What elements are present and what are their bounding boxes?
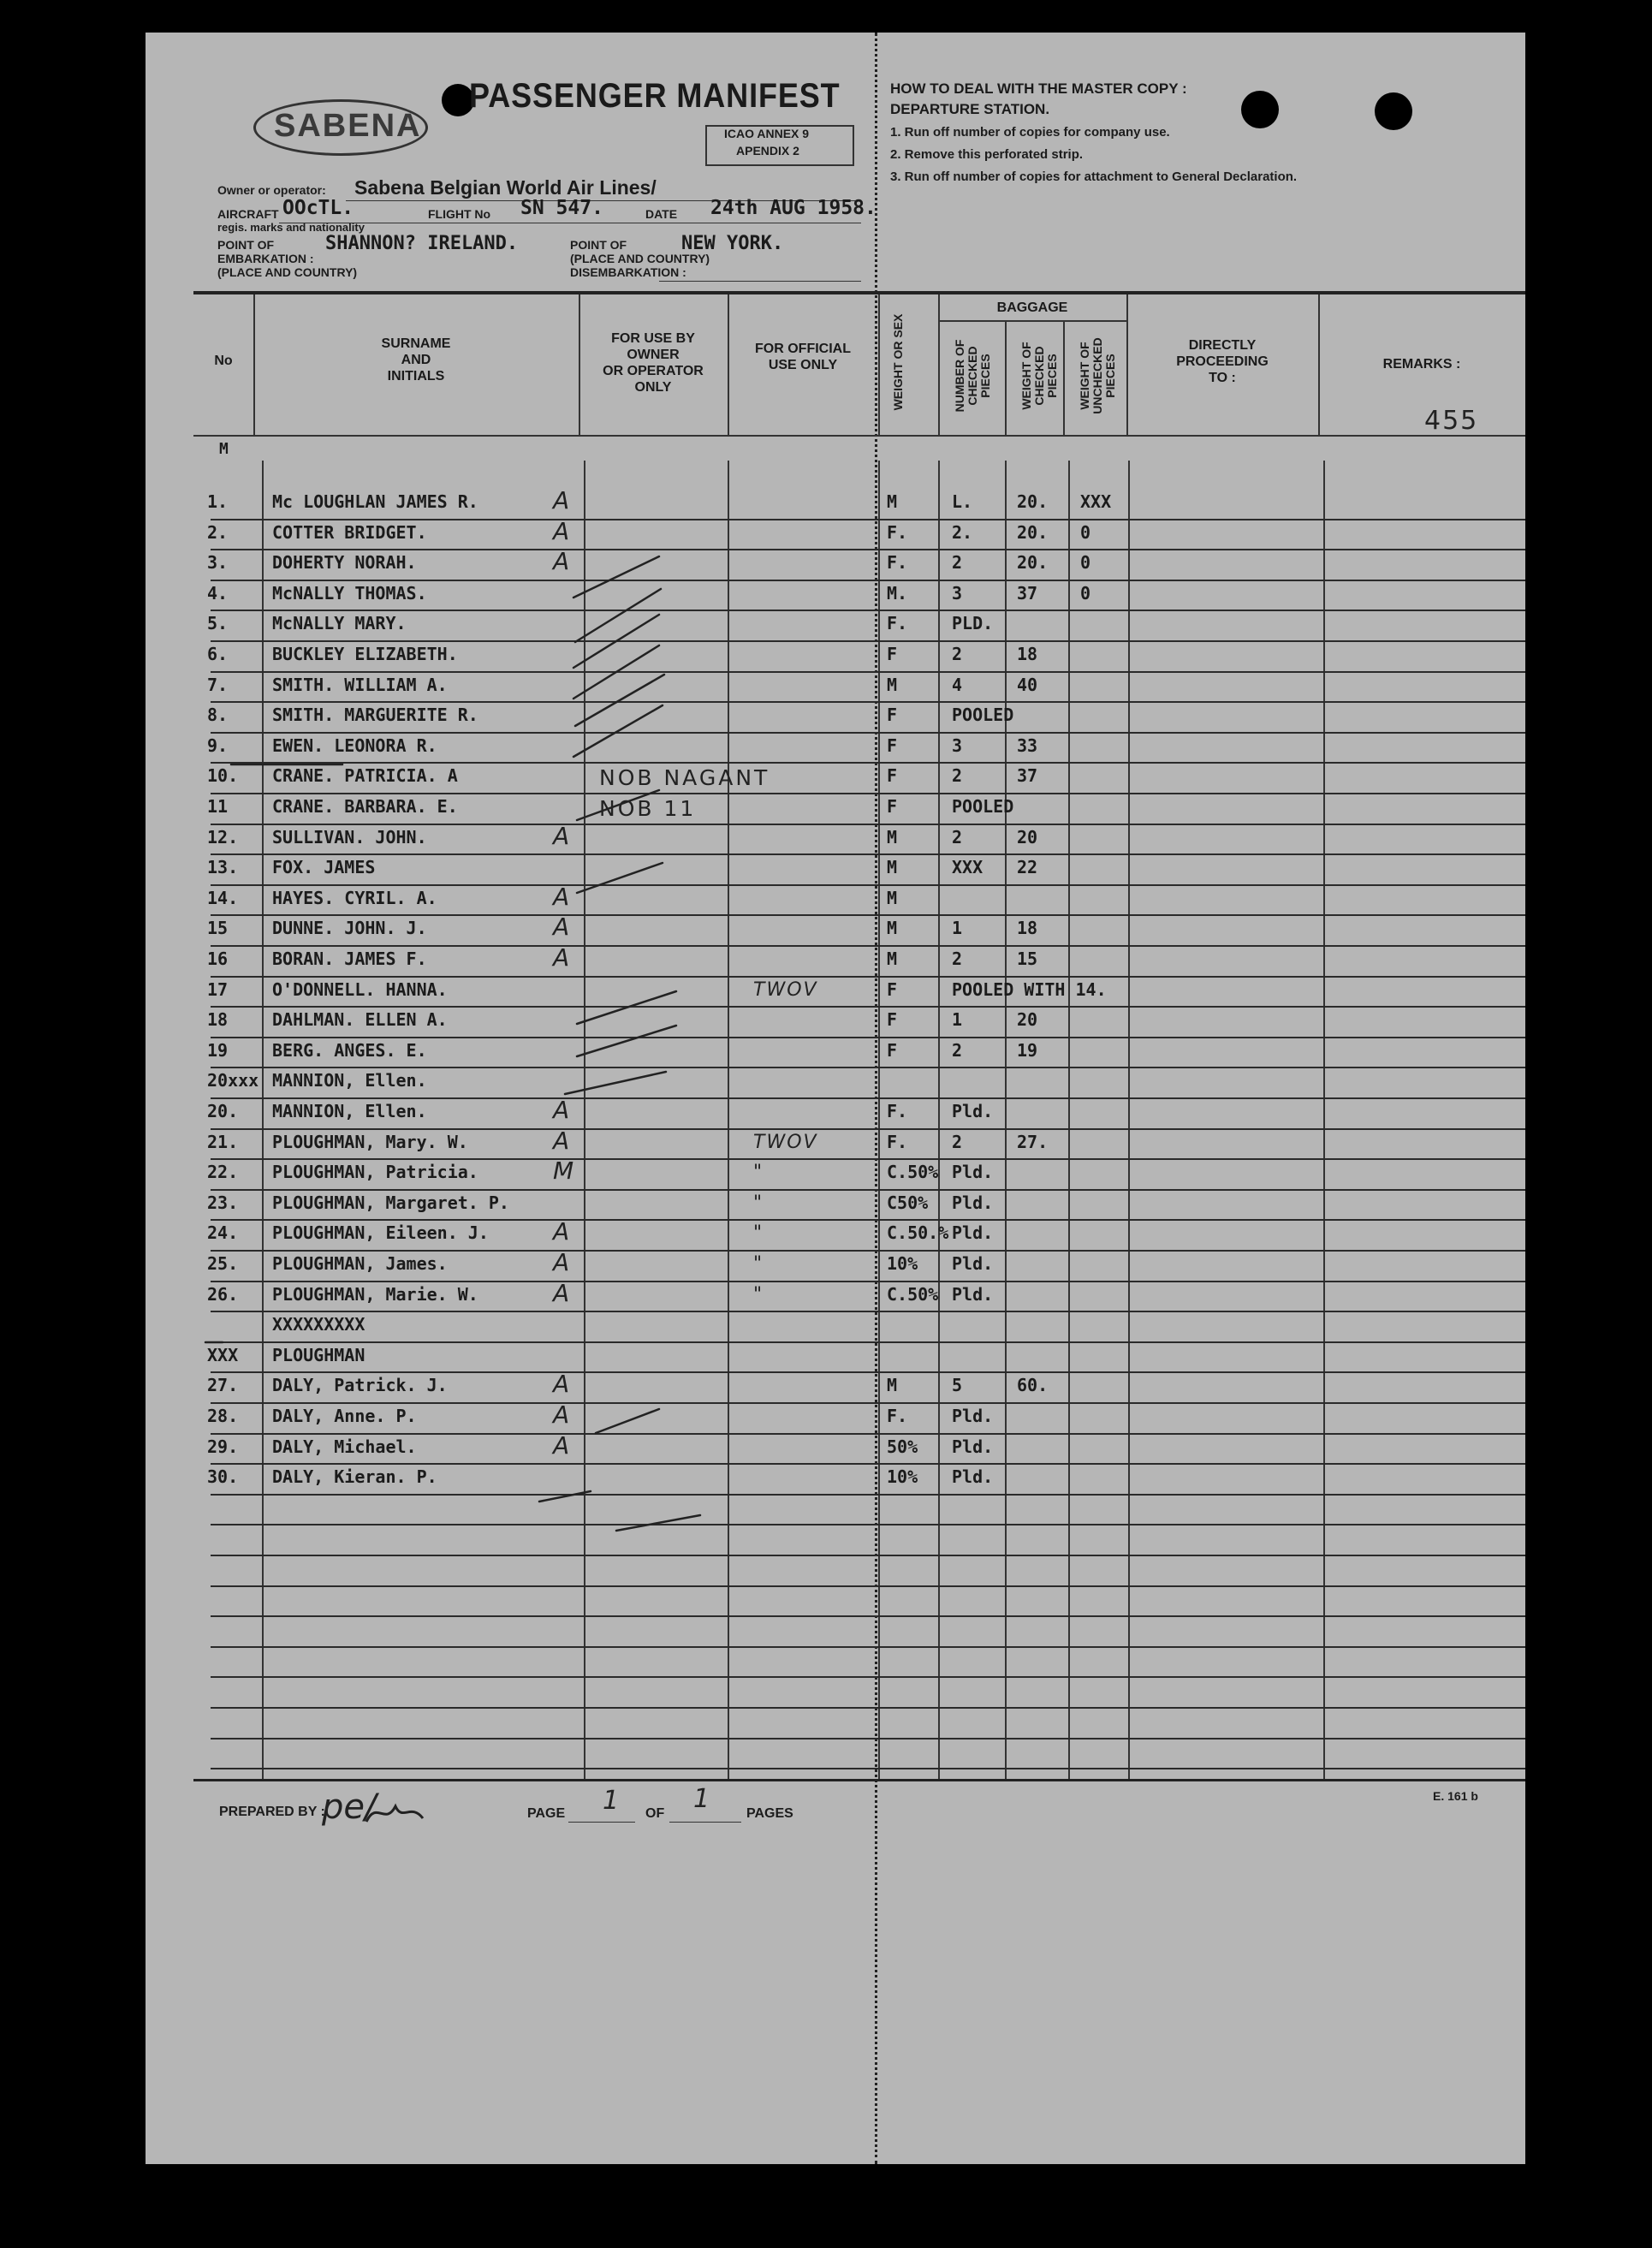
official-use-note: " xyxy=(753,1192,764,1214)
row-number: 15 xyxy=(207,918,229,939)
passenger-name: Mc LOUGHLAN JAMES R. xyxy=(272,491,478,512)
master-copy-item-2: 2. Remove this perforated strip. xyxy=(890,147,1084,162)
checked-weight: 18 xyxy=(1017,644,1038,664)
row-number: 17 xyxy=(207,978,229,1000)
passenger-mark: A xyxy=(553,1370,570,1399)
checked-weight: 20 xyxy=(1017,1009,1038,1031)
row-number: 3. xyxy=(207,552,229,574)
weight-or-sex: C.50% xyxy=(887,1283,939,1305)
checked-weight: 37 xyxy=(1017,765,1038,787)
owner-use-note: NOB NAGANT xyxy=(599,765,770,791)
col-official-header: FOR OFFICIAL USE ONLY xyxy=(755,342,851,372)
checked-pieces: 1 xyxy=(952,1009,963,1031)
of-label: OF xyxy=(645,1806,665,1821)
row-number: 4. xyxy=(207,582,229,604)
passenger-name: PLOUGHMAN, Margaret. P. xyxy=(272,1192,509,1213)
row-number: 12. xyxy=(207,826,239,847)
checked-pieces: 3 xyxy=(952,582,963,604)
row-number: 26. xyxy=(207,1283,239,1305)
passenger-name: PLOUGHMAN, Marie. W. xyxy=(272,1283,478,1305)
checked-pieces: Pld. xyxy=(952,1466,994,1488)
weight-or-sex: F xyxy=(887,644,898,664)
weight-or-sex: F xyxy=(887,734,898,756)
weight-or-sex: F. xyxy=(887,521,908,543)
passenger-name: PLOUGHMAN, Mary. W. xyxy=(272,1131,468,1152)
checked-pieces: 5 xyxy=(952,1375,963,1396)
checked-weight: 18 xyxy=(1017,918,1038,939)
date-value: 24th AUG 1958. xyxy=(710,197,877,219)
owner-label: Owner or operator: xyxy=(217,183,326,197)
checked-pieces: POOLED xyxy=(952,705,1014,726)
passenger-mark: A xyxy=(553,821,570,850)
passenger-mark: A xyxy=(553,1401,570,1429)
official-use-note: " xyxy=(753,1283,764,1305)
pod-label-3: DISEMBARKATION : xyxy=(570,265,686,279)
regis-label: regis. marks and nationality xyxy=(217,221,365,234)
prepared-label: PREPARED BY : xyxy=(219,1805,325,1819)
row-number: 9. xyxy=(207,734,229,756)
checked-pieces: 2 xyxy=(952,644,963,664)
unchecked-weight: XXX xyxy=(1080,491,1112,512)
col-unchecked-wt-header: WEIGHT OF UNCHECKED PIECES xyxy=(1078,337,1117,414)
passenger-name: SMITH. WILLIAM A. xyxy=(272,674,448,695)
checked-weight: 20. xyxy=(1017,521,1049,543)
master-copy-station: DEPARTURE STATION. xyxy=(890,101,1050,117)
row-number: 24. xyxy=(207,1222,239,1244)
weight-or-sex: F. xyxy=(887,1131,908,1152)
pages-label: PAGES xyxy=(746,1806,793,1821)
flight-value: SN 547. xyxy=(520,197,603,219)
checked-pieces: Pld. xyxy=(952,1162,994,1183)
row-number: 25. xyxy=(207,1253,239,1274)
checked-weight: 15 xyxy=(1017,949,1038,969)
prepared-signature: pe/ xyxy=(322,1787,377,1827)
passenger-mark: A xyxy=(553,486,570,514)
col-baggage-header: BAGGAGE xyxy=(996,300,1068,315)
row-number: 2. xyxy=(207,521,229,543)
official-use-note: " xyxy=(753,1222,764,1245)
pod-value: NEW YORK. xyxy=(681,233,784,254)
passenger-name: CRANE. PATRICIA. A xyxy=(272,765,458,787)
passenger-mark: A xyxy=(553,547,570,576)
weight-or-sex: M xyxy=(887,949,898,969)
checked-pieces: PLD. xyxy=(952,613,994,634)
row-number: 7. xyxy=(207,674,229,695)
checked-pieces: 1 xyxy=(952,918,963,939)
col-remarks-header: REMARKS : xyxy=(1382,357,1461,372)
checked-pieces: Pld. xyxy=(952,1436,994,1457)
passenger-name: PLOUGHMAN, Patricia. xyxy=(272,1162,478,1183)
checked-pieces: 2 xyxy=(952,765,963,787)
checked-weight: 60. xyxy=(1017,1375,1049,1396)
checked-weight: 20. xyxy=(1017,491,1049,512)
passenger-name: McNALLY MARY. xyxy=(272,613,407,634)
row-number: 18 xyxy=(207,1009,229,1031)
checked-weight: 33 xyxy=(1017,734,1038,756)
checked-weight: 37 xyxy=(1017,582,1038,604)
form-number: E. 161 b xyxy=(1433,1789,1478,1803)
row-number: 22. xyxy=(207,1162,239,1183)
passenger-name: DOHERTY NORAH. xyxy=(272,552,417,574)
icao-line1: ICAO ANNEX 9 xyxy=(724,127,810,140)
official-use-note: " xyxy=(753,1253,764,1275)
unchecked-weight: 0 xyxy=(1080,582,1091,604)
passenger-mark: M xyxy=(553,1157,574,1186)
weight-or-sex: M xyxy=(887,1375,898,1396)
passenger-name: DALY, Michael. xyxy=(272,1436,417,1457)
passenger-name: PLOUGHMAN xyxy=(272,1344,365,1365)
col-checked-wt-header: WEIGHT OF CHECKED PIECES xyxy=(1019,342,1059,410)
checked-weight: 20 xyxy=(1017,826,1038,847)
weight-or-sex: F xyxy=(887,796,898,817)
checked-weight: 40 xyxy=(1017,674,1038,695)
weight-or-sex: M. xyxy=(887,582,908,604)
checked-weight: 19 xyxy=(1017,1039,1038,1061)
weight-or-sex: C50% xyxy=(887,1192,929,1213)
checked-pieces: 2. xyxy=(952,521,973,543)
checked-weight: 20. xyxy=(1017,552,1049,574)
aircraft-label: AIRCRAFT xyxy=(217,207,279,221)
passenger-name: XXXXXXXXX xyxy=(272,1314,365,1335)
flight-label: FLIGHT No xyxy=(428,207,491,221)
passenger-name: PLOUGHMAN, James. xyxy=(272,1253,448,1274)
poe-label-2: EMBARKATION : xyxy=(217,252,314,265)
checked-pieces: Pld. xyxy=(952,1283,994,1305)
owner-use-note: NOB 11 xyxy=(599,796,697,821)
weight-or-sex: 10% xyxy=(887,1466,918,1488)
weight-or-sex: M xyxy=(887,887,898,908)
passenger-name: SULLIVAN. JOHN. xyxy=(272,826,427,847)
passenger-name: PLOUGHMAN, Eileen. J. xyxy=(272,1222,489,1244)
row-number: XXX xyxy=(207,1344,239,1365)
passenger-mark: A xyxy=(553,882,570,911)
row-number: 14. xyxy=(207,887,239,908)
row-number: 20. xyxy=(207,1101,239,1121)
row-number: 29. xyxy=(207,1436,239,1457)
passenger-mark: A xyxy=(553,1126,570,1155)
weight-or-sex: F xyxy=(887,705,898,726)
passenger-mark: A xyxy=(553,943,570,972)
poe-label-3: (PLACE AND COUNTRY) xyxy=(217,265,358,279)
passenger-name: DALY, Kieran. P. xyxy=(272,1466,437,1488)
passenger-name: DUNNE. JOHN. J. xyxy=(272,918,427,939)
weight-or-sex: 50% xyxy=(887,1436,918,1457)
remark-number: 455 xyxy=(1424,406,1479,436)
page-value: 1 xyxy=(603,1786,620,1816)
row-number: 6. xyxy=(207,644,229,664)
checked-pieces: Pld. xyxy=(952,1222,994,1244)
weight-or-sex: F xyxy=(887,978,898,1000)
passenger-name: DALY, Patrick. J. xyxy=(272,1375,448,1396)
col-surname-header: SURNAME AND INITIALS xyxy=(381,336,451,384)
checked-pieces: Pld. xyxy=(952,1101,994,1121)
checked-pieces: Pld. xyxy=(952,1192,994,1213)
icao-line2: APENDIX 2 xyxy=(736,144,799,158)
passenger-mark: A xyxy=(553,913,570,942)
col-directly-header: DIRECTLY PROCEEDING TO : xyxy=(1176,338,1269,385)
m-marker: M xyxy=(219,440,229,458)
row-number: 30. xyxy=(207,1466,239,1488)
poe-value: SHANNON? IRELAND. xyxy=(325,233,519,254)
checked-pieces: 2 xyxy=(952,826,963,847)
row-number: 1. xyxy=(207,491,229,512)
col-no-header: No xyxy=(214,354,233,368)
checked-pieces: 3 xyxy=(952,734,963,756)
row-number: 20xxx xyxy=(207,1070,259,1091)
col-owner-use-header: FOR USE BY OWNER OR OPERATOR ONLY xyxy=(603,331,704,395)
row-number: 28. xyxy=(207,1406,239,1426)
weight-or-sex: 10% xyxy=(887,1253,918,1274)
weight-or-sex: F xyxy=(887,1039,898,1061)
passenger-name: BUCKLEY ELIZABETH. xyxy=(272,644,458,664)
weight-or-sex: M xyxy=(887,857,898,878)
checked-pieces: 2 xyxy=(952,552,963,574)
page-title: PASSENGER MANIFEST xyxy=(469,77,841,115)
checked-pieces: Pld. xyxy=(952,1406,994,1426)
passenger-name: HAYES. CYRIL. A. xyxy=(272,887,437,908)
passenger-name: MANNION, Ellen. xyxy=(272,1070,427,1091)
checked-pieces: 2 xyxy=(952,949,963,969)
row-number: 21. xyxy=(207,1131,239,1152)
row-number: 11 xyxy=(207,796,229,817)
checked-pieces: POOLED WITH 14. xyxy=(952,978,1107,1000)
logo-text: SABENA xyxy=(274,108,422,144)
date-label: DATE xyxy=(645,207,678,221)
master-copy-item-1: 1. Run off number of copies for company use. xyxy=(890,125,1170,140)
passenger-name: MANNION, Ellen. xyxy=(272,1101,427,1121)
passenger-mark: A xyxy=(553,1430,570,1460)
unchecked-weight: 0 xyxy=(1080,521,1091,543)
weight-or-sex: M xyxy=(887,918,898,939)
weight-or-sex: F. xyxy=(887,613,908,634)
weight-or-sex: F xyxy=(887,765,898,787)
passenger-mark: A xyxy=(553,1248,570,1276)
weight-or-sex: F xyxy=(887,1009,898,1031)
weight-or-sex: C.50% xyxy=(887,1162,939,1183)
row-number: 10. xyxy=(207,765,239,787)
official-use-note: TWOV xyxy=(753,978,818,1001)
row-number: 27. xyxy=(207,1375,239,1396)
passenger-name: CRANE. BARBARA. E. xyxy=(272,796,458,817)
weight-or-sex: M xyxy=(887,491,898,512)
poe-label-1: POINT OF xyxy=(217,238,275,252)
passenger-mark: A xyxy=(553,1278,570,1307)
weight-or-sex: M xyxy=(887,674,898,695)
official-use-note: TWOV xyxy=(753,1131,818,1153)
row-number: 8. xyxy=(207,705,229,726)
passenger-name: DAHLMAN. ELLEN A. xyxy=(272,1009,448,1031)
owner-value: Sabena Belgian World Air Lines/ xyxy=(354,176,657,199)
passenger-mark: A xyxy=(553,1217,570,1246)
col-weight-sex-header: WEIGHT OR SEX xyxy=(891,313,905,411)
master-copy-item-3: 3. Run off number of copies for attachment to General Declaration. xyxy=(890,169,1298,184)
row-number: 23. xyxy=(207,1192,239,1213)
passenger-name: O'DONNELL. HANNA. xyxy=(272,978,448,1000)
weight-or-sex: F. xyxy=(887,1406,908,1426)
passenger-name: BORAN. JAMES F. xyxy=(272,949,427,969)
master-copy-heading: HOW TO DEAL WITH THE MASTER COPY : xyxy=(890,80,1187,97)
checked-pieces: XXX xyxy=(952,857,983,878)
weight-or-sex: F. xyxy=(887,1101,908,1121)
passenger-mark: A xyxy=(553,516,570,545)
row-number: 16 xyxy=(207,949,229,969)
checked-pieces: L. xyxy=(952,491,973,512)
pod-label-1: POINT OF xyxy=(570,238,627,252)
row-number: 5. xyxy=(207,613,229,634)
weight-or-sex: M xyxy=(887,826,898,847)
of-value: 1 xyxy=(693,1784,710,1814)
passenger-name: DALY, Anne. P. xyxy=(272,1406,417,1426)
weight-or-sex: F. xyxy=(887,552,908,574)
checked-pieces: 4 xyxy=(952,674,963,695)
passenger-name: COTTER BRIDGET. xyxy=(272,521,427,543)
checked-pieces: 2 xyxy=(952,1039,963,1061)
checked-weight: 22 xyxy=(1017,857,1038,878)
col-checked-no-header: NUMBER OF CHECKED PIECES xyxy=(953,339,992,413)
passenger-name: SMITH. MARGUERITE R. xyxy=(272,705,478,726)
pod-label-2: (PLACE AND COUNTRY) xyxy=(570,252,710,265)
manifest-sheet xyxy=(146,33,1525,2164)
passenger-name: FOX. JAMES xyxy=(272,857,376,878)
aircraft-value: OOcTL. xyxy=(282,197,354,219)
unchecked-weight: 0 xyxy=(1080,552,1091,574)
handwritten-strokes xyxy=(146,33,1525,2164)
checked-pieces: POOLED xyxy=(952,796,1014,817)
passenger-name: BERG. ANGES. E. xyxy=(272,1039,427,1061)
official-use-note: " xyxy=(753,1162,764,1184)
row-number: 19 xyxy=(207,1039,229,1061)
checked-weight: 27. xyxy=(1017,1131,1049,1152)
checked-pieces: 2 xyxy=(952,1131,963,1152)
passenger-mark: A xyxy=(553,1096,570,1124)
signature-scribble xyxy=(360,1796,428,1830)
passenger-name: EWEN. LEONORA R. xyxy=(272,734,437,756)
passenger-name: McNALLY THOMAS. xyxy=(272,582,427,604)
weight-or-sex: C.50.% xyxy=(887,1222,949,1244)
checked-pieces: Pld. xyxy=(952,1253,994,1274)
row-number: 13. xyxy=(207,857,239,878)
page-label: PAGE xyxy=(527,1806,566,1821)
